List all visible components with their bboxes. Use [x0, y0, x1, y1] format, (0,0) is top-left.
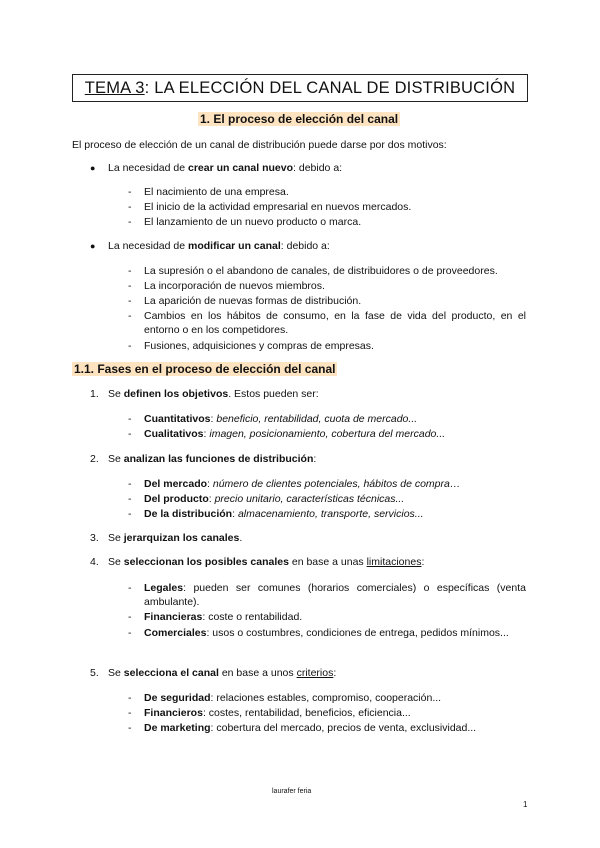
bullet-icon: ●: [90, 241, 96, 251]
footer-author: laurafer feria: [272, 788, 312, 795]
step-number: 5.: [90, 667, 99, 679]
list-item: De la distribución: almacenamiento, transporte, servicios...: [144, 508, 424, 520]
dash-icon: -: [128, 478, 132, 490]
list-item: De seguridad: relaciones estables, compromiso, cooperación...: [144, 692, 442, 704]
step-4: Se seleccionan los posibles canales en base a unas limitaciones:: [108, 556, 425, 568]
section-heading-1: 1. El proceso de elección del canal: [200, 112, 399, 126]
list-item: La supresión o el abandono de canales, de distribuidores o de proveedores.: [144, 265, 498, 277]
list-item: El inicio de la actividad empresarial en nuevos mercados.: [144, 201, 412, 213]
step-number: 3.: [90, 532, 99, 544]
bullet-icon: ●: [90, 163, 96, 173]
dash-icon: -: [128, 692, 132, 704]
list-item: Financieros: costes, rentabilidad, beneficios, eficiencia...: [144, 707, 411, 719]
list-item: El nacimiento de una empresa.: [144, 186, 289, 198]
list-item: Fusiones, adquisiciones y compras de empresas.: [144, 340, 374, 352]
dash-icon: -: [128, 428, 132, 440]
bullet-1: La necesidad de crear un canal nuevo: debido a:: [108, 162, 343, 174]
list-item: Legales: pueden ser comunes (horarios comerciales) o específicas (venta ambulante).: [144, 582, 526, 608]
dash-icon: -: [128, 265, 132, 277]
list-item: Del producto: precio unitario, características técnicas...: [144, 493, 405, 505]
step-number: 2.: [90, 453, 99, 465]
step-2: Se analizan las funciones de distribución:: [108, 453, 317, 465]
list-item: Del mercado: número de clientes potenciales, hábitos de compra…: [144, 478, 461, 490]
dash-icon: -: [128, 413, 132, 425]
dash-icon: -: [128, 627, 132, 639]
dash-icon: -: [128, 722, 132, 734]
dash-icon: -: [128, 310, 132, 322]
dash-icon: -: [128, 493, 132, 505]
dash-icon: -: [128, 582, 132, 594]
list-item: De marketing: cobertura del mercado, precios de venta, exclusividad...: [144, 722, 477, 734]
step-number: 1.: [90, 388, 99, 400]
list-item: Cualitativos: imagen, posicionamiento, cobertura del mercado...: [144, 428, 446, 440]
intro-paragraph: El proceso de elección de un canal de distribución puede darse por dos motivos:: [72, 139, 447, 151]
dash-icon: -: [128, 295, 132, 307]
section-heading-1-1: 1.1. Fases en el proceso de elección del canal: [74, 362, 336, 376]
list-item: El lanzamiento de un nuevo producto o marca.: [144, 216, 362, 228]
page-number: 1: [523, 800, 528, 809]
dash-icon: -: [128, 508, 132, 520]
dash-icon: -: [128, 340, 132, 352]
step-5: Se selecciona el canal en base a unos criterios:: [108, 667, 337, 679]
step-3: Se jerarquizan los canales.: [108, 532, 243, 544]
dash-icon: -: [128, 707, 132, 719]
list-item: Financieras: coste o rentabilidad.: [144, 611, 303, 623]
title-text: : LA ELECCIÓN DEL CANAL DE DISTRIBUCIÓN: [144, 78, 516, 97]
list-item: Cuantitativos: beneficio, rentabilidad, cuota de mercado...: [144, 413, 418, 425]
dash-icon: -: [128, 611, 132, 623]
list-item: La aparición de nuevas formas de distribución.: [144, 295, 362, 307]
bullet-2: La necesidad de modificar un canal: debido a:: [108, 240, 330, 252]
step-number: 4.: [90, 556, 99, 568]
list-item: Cambios en los hábitos de consumo, en la fase de vida del producto, en el entorno o en los competidores.: [144, 310, 526, 336]
title-tema: TEMA 3: [84, 78, 145, 97]
step-1: Se definen los objetivos. Estos pueden ser:: [108, 388, 319, 400]
list-item: Comerciales: usos o costumbres, condiciones de entrega, pedidos mínimos...: [144, 627, 509, 639]
list-item: La incorporación de nuevos miembros.: [144, 280, 325, 292]
dash-icon: -: [128, 201, 132, 213]
dash-icon: -: [128, 186, 132, 198]
dash-icon: -: [128, 216, 132, 228]
page-title: [72, 74, 528, 102]
dash-icon: -: [128, 280, 132, 292]
